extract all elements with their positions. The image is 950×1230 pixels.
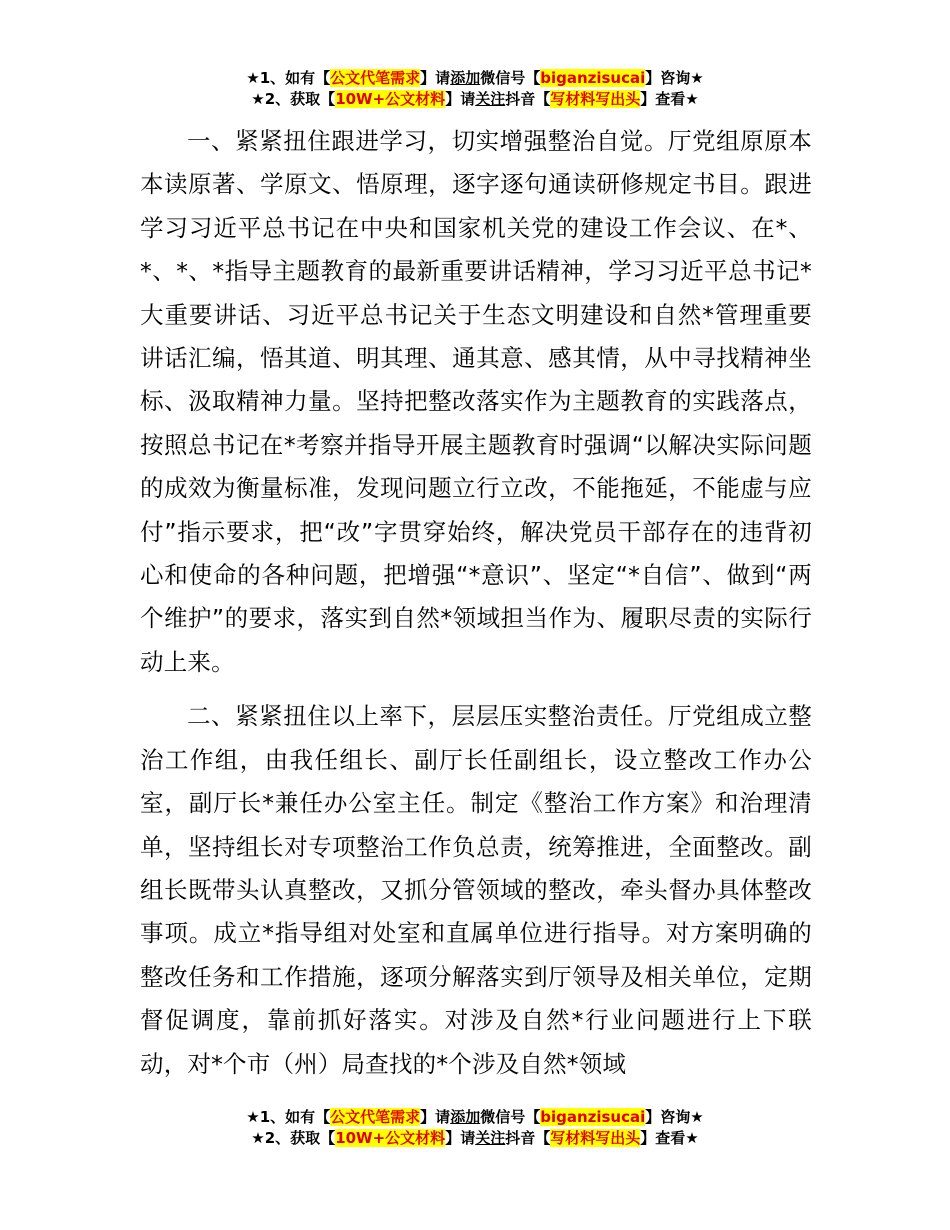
promo-line-2-suffix: 】查看★	[640, 90, 699, 108]
footer-line-1-suffix: 】咨询★	[645, 1108, 704, 1126]
footer-line-1-middle: 】请	[420, 1108, 451, 1126]
footer-highlight-wechat-id: biganzisucai	[540, 1108, 646, 1126]
promo-underlined-follow: 关注	[475, 90, 506, 108]
promo-line-1-prefix: ★1、如有【	[246, 69, 331, 87]
promo-line-1-suffix: 】咨询★	[645, 69, 704, 87]
promo-line-1-middle-2: 微信号【	[480, 69, 541, 87]
paragraph-2: 二、紧紧扭住以上率下，层层压实整治责任。厅党组成立整治工作组，由我任组长、副厅长任副组长，设立整改工作办公室，副厅长*兼任办公室主任。制定《整治工作方案》和治理清单，坚持组长对专项整治工作负总责，统筹推进，全面整改。副组长既带头认真整改，又抓分管领域的整改，牵头督办具体整改事项。成立*指导组对处室和直属单位进行指导。对方案明确的整改任务和工作措施，逐项分解落实到厅领导及相关单位，定期督促调度，靠前抓好落实。对涉及自然*行业问题进行上下联动，对*个市（州）局查找的*个涉及自然*领域	[140, 702, 812, 1078]
promo-line-2-middle-2: 抖音【	[505, 90, 551, 108]
promo-highlight-materials: 10W+公文材料	[335, 90, 446, 108]
footer-underlined-add: 添加	[450, 1108, 481, 1126]
footer-line-1-middle-2: 微信号【	[480, 1108, 541, 1126]
promo-highlight-service: 公文代笔需求	[330, 69, 421, 87]
footer-highlight-douyin-account: 写材料写出头	[550, 1129, 641, 1147]
promo-line-2	[0, 89, 950, 110]
promo-line-1	[0, 68, 950, 89]
promo-highlight-wechat-id: biganzisucai	[540, 69, 646, 87]
header-promo-banner	[0, 68, 950, 110]
paragraph-1: 一、紧紧扭住跟进学习，切实增强整治自觉。厅党组原原本本读原著、学原文、悟原理，逐字逐句通读研修规定书目。跟进学习习近平总书记在中央和国家机关党的建设工作会议、在*、*、*、*指导主题教育的最新重要讲话精神，学习习近平总书记*大重要讲话、习近平总书记关于生态文明建设和自然*管理重要讲话汇编，悟其道、明其理、通其意、感其情，从中寻找精神坐标、汲取精神力量。坚持把整改落实作为主题教育的实践落点，按照总书记在*考察并指导开展主题教育时强调“以解决实际问题的成效为衡量标准，发现问题立行立改，不能拖延，不能虚与应付”指示要求，把“改”字贯穿始终，解决党员干部存在的违背初心和使命的各种问题，把增强“*意识”、坚定“*自信”、做到“两个维护”的要求，落实到自然*领域担当作为、履职尽责的实际行动上来。	[140, 127, 812, 676]
footer-promo-line-2	[0, 1128, 950, 1149]
footer-underlined-follow: 关注	[475, 1129, 506, 1147]
promo-line-1-middle: 】请	[420, 69, 451, 87]
promo-line-2-middle: 】请	[445, 90, 476, 108]
promo-line-2-prefix: ★2、获取【	[251, 90, 336, 108]
footer-line-2-prefix: ★2、获取【	[251, 1129, 336, 1147]
promo-highlight-douyin-account: 写材料写出头	[550, 90, 641, 108]
footer-promo-banner	[0, 1107, 950, 1149]
footer-line-2-middle-2: 抖音【	[505, 1129, 551, 1147]
document-body	[140, 120, 812, 1086]
footer-line-1-prefix: ★1、如有【	[246, 1108, 331, 1126]
footer-highlight-materials: 10W+公文材料	[335, 1129, 446, 1147]
footer-highlight-service: 公文代笔需求	[330, 1108, 421, 1126]
promo-underlined-add: 添加	[450, 69, 481, 87]
footer-line-2-middle: 】请	[445, 1129, 476, 1147]
footer-line-2-suffix: 】查看★	[640, 1129, 699, 1147]
footer-promo-line-1	[0, 1107, 950, 1128]
